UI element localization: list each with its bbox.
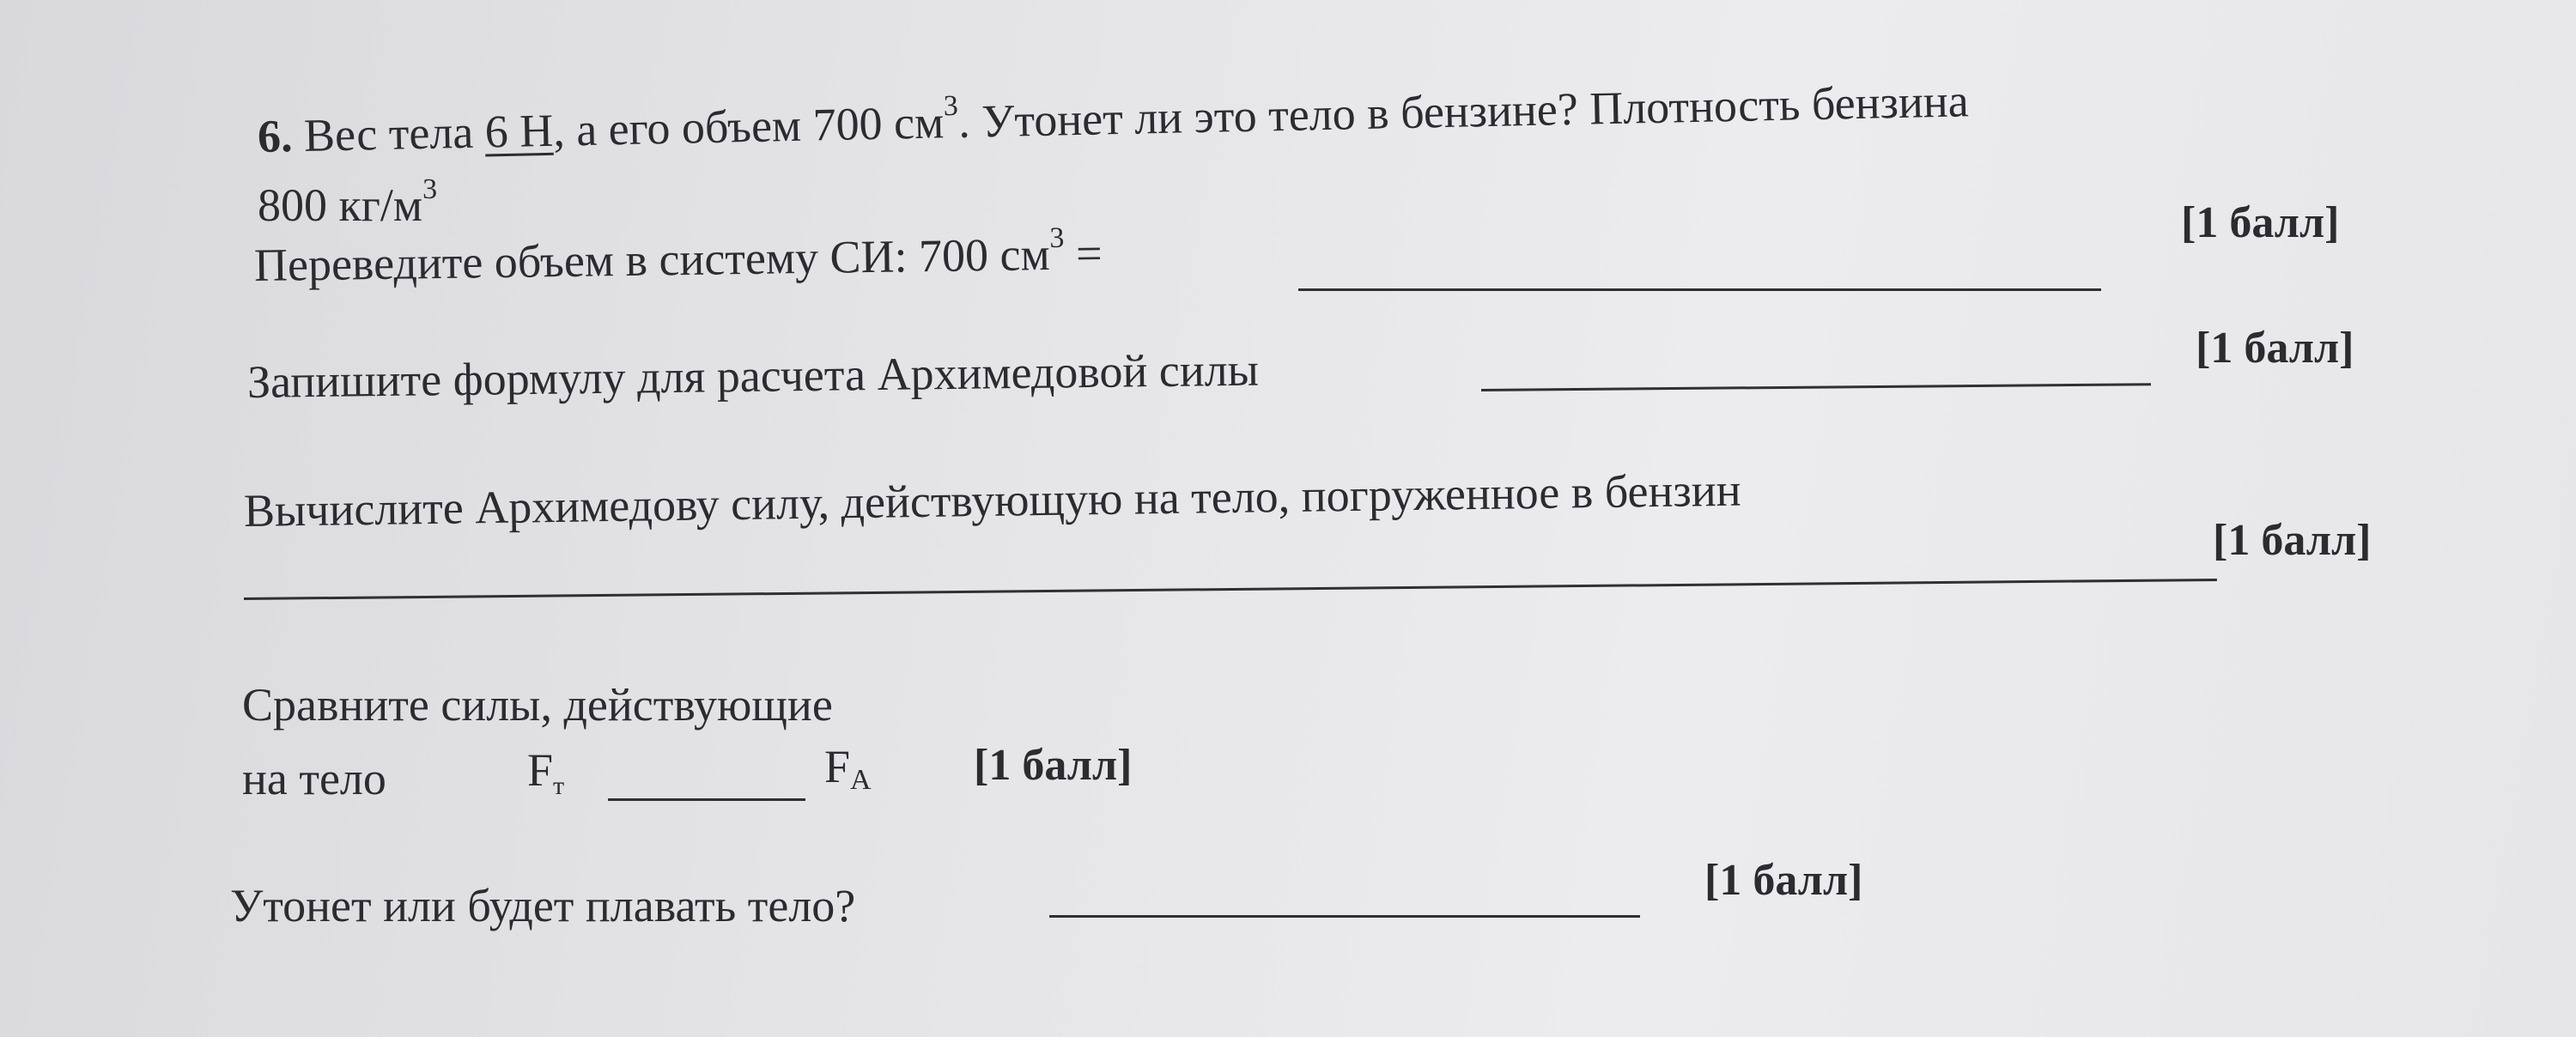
ft-main: F (527, 744, 554, 796)
convert-exponent: 3 (1049, 221, 1065, 255)
sink-task-text (230, 882, 855, 929)
convert-task-text (253, 221, 1103, 291)
weight-value: 6 Н (484, 104, 554, 158)
compare-score: [1 балл] (974, 741, 1133, 790)
ft-subscript: т (553, 772, 565, 800)
convert-score: [1 балл] (2181, 198, 2340, 247)
question-line (257, 77, 1969, 160)
compute-task-text (243, 464, 1741, 537)
fa-main: F (824, 741, 851, 792)
compare-task-line2 (242, 755, 386, 802)
ft-symbol (527, 744, 565, 800)
fa-subscript: A (850, 764, 872, 796)
density-text: 800 кг/м (258, 179, 423, 231)
convert-text: Переведите объем в систему СИ: 700 см (253, 228, 1051, 291)
volume-exponent: 3 (943, 89, 959, 123)
fa-symbol (824, 743, 872, 795)
compute-score: [1 балл] (2213, 516, 2372, 565)
question-text-part1: Вес тела (303, 106, 474, 161)
formula-task-text (246, 343, 1260, 408)
sink-text: Утонет или будет плавать тело? (230, 880, 856, 931)
density-line (258, 173, 438, 231)
question-text-part3: . Утонет ли это тело в бензине? Плотность бензина (957, 75, 1970, 148)
convert-eq: = (1064, 227, 1103, 280)
convert-answer-blank[interactable] (1298, 288, 2101, 291)
compare-answer-blank[interactable] (608, 798, 805, 801)
question-number: 6. (257, 110, 294, 162)
sink-score: [1 балл] (1704, 856, 1863, 905)
formula-answer-blank[interactable] (1481, 383, 2151, 391)
compare-text-line1: Сравните силы, действующие (242, 679, 833, 731)
density-exponent: 3 (422, 173, 438, 205)
compare-text-line2: на тело (242, 753, 386, 804)
compare-task-line1 (242, 679, 833, 731)
formula-text: Запишите формулу для расчета Архимедовой силы (246, 343, 1260, 408)
question-text-part2: , а его объем 700 см (552, 96, 945, 156)
compute-text: Вычислите Архимедову силу, действующую на тело, погруженное в бензин (243, 464, 1741, 537)
formula-score: [1 балл] (2196, 324, 2354, 373)
compute-answer-blank[interactable] (244, 579, 2217, 600)
sink-answer-blank[interactable] (1049, 915, 1640, 918)
